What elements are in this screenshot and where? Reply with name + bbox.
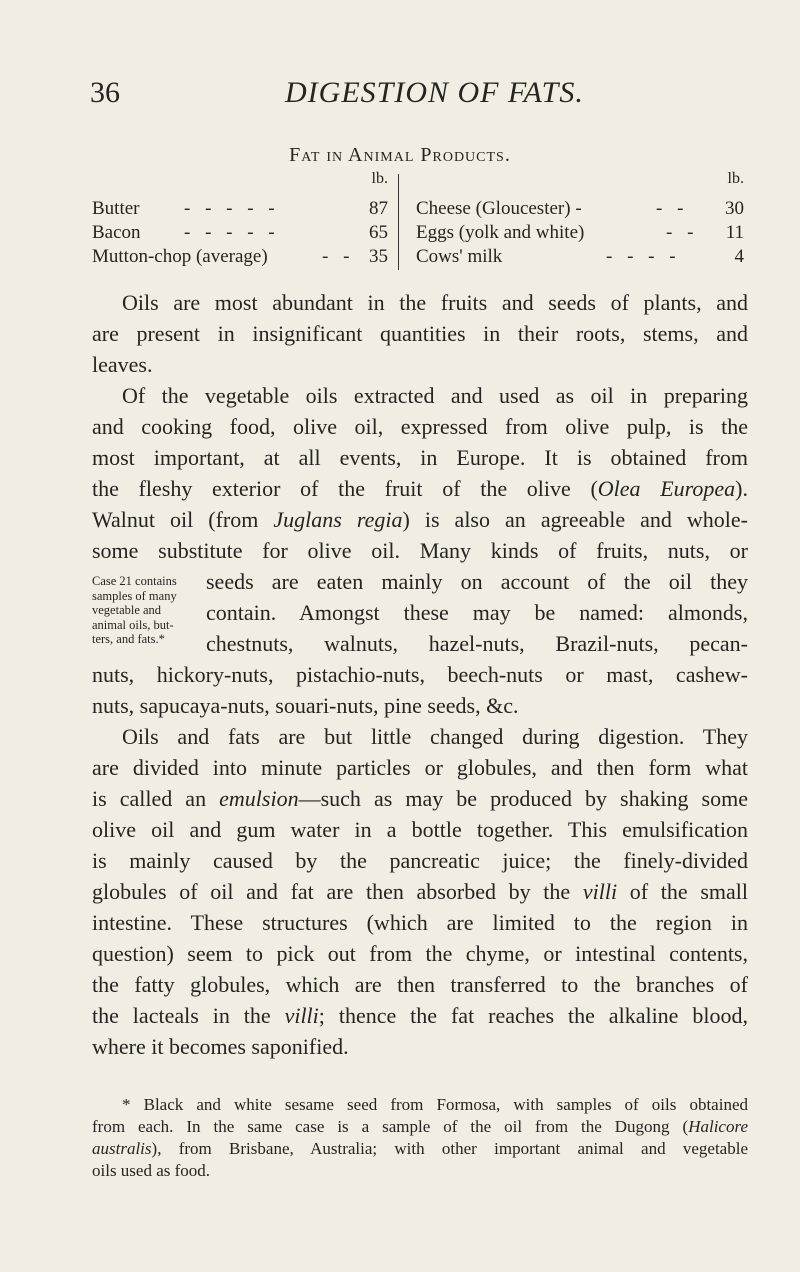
text-line: olive oil and gum water in a bottle together. This emulsification xyxy=(92,817,748,842)
table-left-column xyxy=(92,170,392,272)
leader-dots: - - xyxy=(666,222,699,243)
text-span: —such as may be produced by shaking some xyxy=(298,786,748,811)
running-head xyxy=(0,76,800,116)
unit-label: lb. xyxy=(727,170,744,187)
text-span: the lacteals in the xyxy=(92,1003,285,1028)
text-span: Walnut oil (from xyxy=(92,507,274,532)
text-span: of the small xyxy=(617,879,748,904)
latin-name-walnut: Juglans regia xyxy=(273,507,403,532)
text-line xyxy=(92,784,748,814)
text-span: from each. In the same case is a sample of the oil from the Dugong ( xyxy=(92,1117,689,1136)
margin-note-line: animal oils, but- xyxy=(92,617,174,632)
table-right-column xyxy=(416,170,748,272)
text-line xyxy=(92,505,748,535)
food-name: Eggs (yolk and white) xyxy=(416,222,585,243)
text-line: Of the vegetable oils extracted and used as oil in preparing xyxy=(122,383,748,408)
footnote xyxy=(92,1094,748,1186)
food-name: Cows' milk xyxy=(416,246,503,267)
term-emulsion: emulsion xyxy=(219,786,299,811)
text-span: is called an xyxy=(92,786,220,811)
food-name: Bacon xyxy=(92,222,141,243)
text-span: the fleshy exterior of the fruit of the olive ( xyxy=(92,476,598,501)
text-line: contain. Amongst these may be named: almonds, xyxy=(206,600,748,625)
text-line: intestine. These structures (which are limited to the region in xyxy=(92,910,748,935)
footnote-line: oils used as food. xyxy=(92,1161,211,1180)
food-name: Mutton-chop (average) xyxy=(92,246,268,267)
text-span: globules of oil and fat are then absorbed by the xyxy=(92,879,583,904)
text-span: ; thence the fat reaches the alkaline blood, xyxy=(318,1003,748,1028)
fat-value: 87 xyxy=(369,198,388,219)
text-line: most important, at all events, in Europe. It is obtained from xyxy=(92,445,748,470)
table-row xyxy=(92,222,392,246)
text-line: the fatty globules, which are then transferred to the branches of xyxy=(92,972,748,997)
text-span: ). xyxy=(735,476,748,501)
text-line xyxy=(92,1001,748,1031)
margin-note-line: samples of many xyxy=(92,588,177,603)
text-line: Oils are most abundant in the fruits and seeds of plants, and xyxy=(122,290,748,315)
text-line: seeds are eaten mainly on account of the oil they xyxy=(206,569,748,594)
term-villi: villi xyxy=(284,1003,319,1028)
paragraph-plant-oils xyxy=(92,288,748,388)
leader-dots: - - - - - xyxy=(184,198,280,219)
text-line xyxy=(92,474,748,504)
fat-value: 11 xyxy=(725,222,744,243)
fat-value: 65 xyxy=(369,222,388,243)
text-line: question) seem to pick out from the chyme, or intestinal contents, xyxy=(92,941,748,966)
margin-note-line: vegetable and xyxy=(92,603,162,617)
table-row xyxy=(92,198,392,222)
footnote-line xyxy=(92,1138,748,1159)
leader-dots: - - - - - xyxy=(184,222,280,243)
paragraph-digestion xyxy=(92,722,748,1067)
text-line: some substitute for olive oil. Many kinds of fruits, nuts, or xyxy=(92,538,748,563)
paragraph-vegetable-oils xyxy=(92,381,748,726)
fat-value: 4 xyxy=(734,246,744,267)
text-line: are divided into minute particles or globules, and then form what xyxy=(92,755,748,780)
text-line xyxy=(92,877,748,907)
table-divider xyxy=(398,174,399,270)
page-number: 36 xyxy=(90,76,120,109)
text-line: Oils and fats are but little changed during digestion. They xyxy=(122,724,748,749)
text-line: where it becomes saponified. xyxy=(92,1034,349,1059)
text-line: and cooking food, olive oil, expressed from olive pulp, is the xyxy=(92,414,748,439)
text-line: are present in insignificant quantities in their roots, stems, and xyxy=(92,321,748,346)
table-row xyxy=(416,198,748,222)
latin-name-olive: Olea Europea xyxy=(597,476,736,501)
footnote-line xyxy=(92,1116,748,1137)
table-row xyxy=(92,246,392,270)
running-title: DIGESTION OF FATS. xyxy=(285,76,584,109)
leader-dots: - - - - xyxy=(606,246,681,267)
latin-name-dugong: Halicore xyxy=(688,1117,748,1136)
text-line: chestnuts, walnuts, hazel-nuts, Brazil-nuts, pecan- xyxy=(206,631,748,656)
fat-value: 35 xyxy=(369,246,388,267)
text-span: ) is also an agreeable and whole- xyxy=(402,507,748,532)
table-row xyxy=(416,246,748,270)
fat-content-table xyxy=(92,170,748,272)
text-span: ), from Brisbane, Australia; with other important animal and vegetable xyxy=(151,1139,748,1158)
footnote-line: * Black and white sesame seed from Formosa, with samples of oils obtained xyxy=(122,1095,748,1114)
food-name: Cheese (Gloucester) - xyxy=(416,198,582,219)
margin-note xyxy=(92,574,190,647)
text-line: nuts, hickory-nuts, pistachio-nuts, beech-nuts or mast, cashew- xyxy=(92,662,748,687)
margin-note-line: ters, and fats.* xyxy=(92,632,165,646)
table-title: Fat in Animal Products. xyxy=(289,144,511,166)
term-villi: villi xyxy=(582,879,618,904)
text-line: leaves. xyxy=(92,352,153,377)
leader-dots: - - xyxy=(322,246,355,267)
text-line: is mainly caused by the pancreatic juice; the finely-divided xyxy=(92,848,748,873)
unit-label: lb. xyxy=(371,170,388,187)
leader-dots: - - xyxy=(656,198,689,219)
latin-name-dugong: australis xyxy=(92,1139,152,1158)
text-line: nuts, sapucaya-nuts, souari-nuts, pine seeds, &c. xyxy=(92,693,519,718)
table-row xyxy=(416,222,748,246)
food-name: Butter xyxy=(92,198,140,219)
margin-note-line: Case 21 contains xyxy=(92,574,177,588)
fat-value: 30 xyxy=(725,198,744,219)
